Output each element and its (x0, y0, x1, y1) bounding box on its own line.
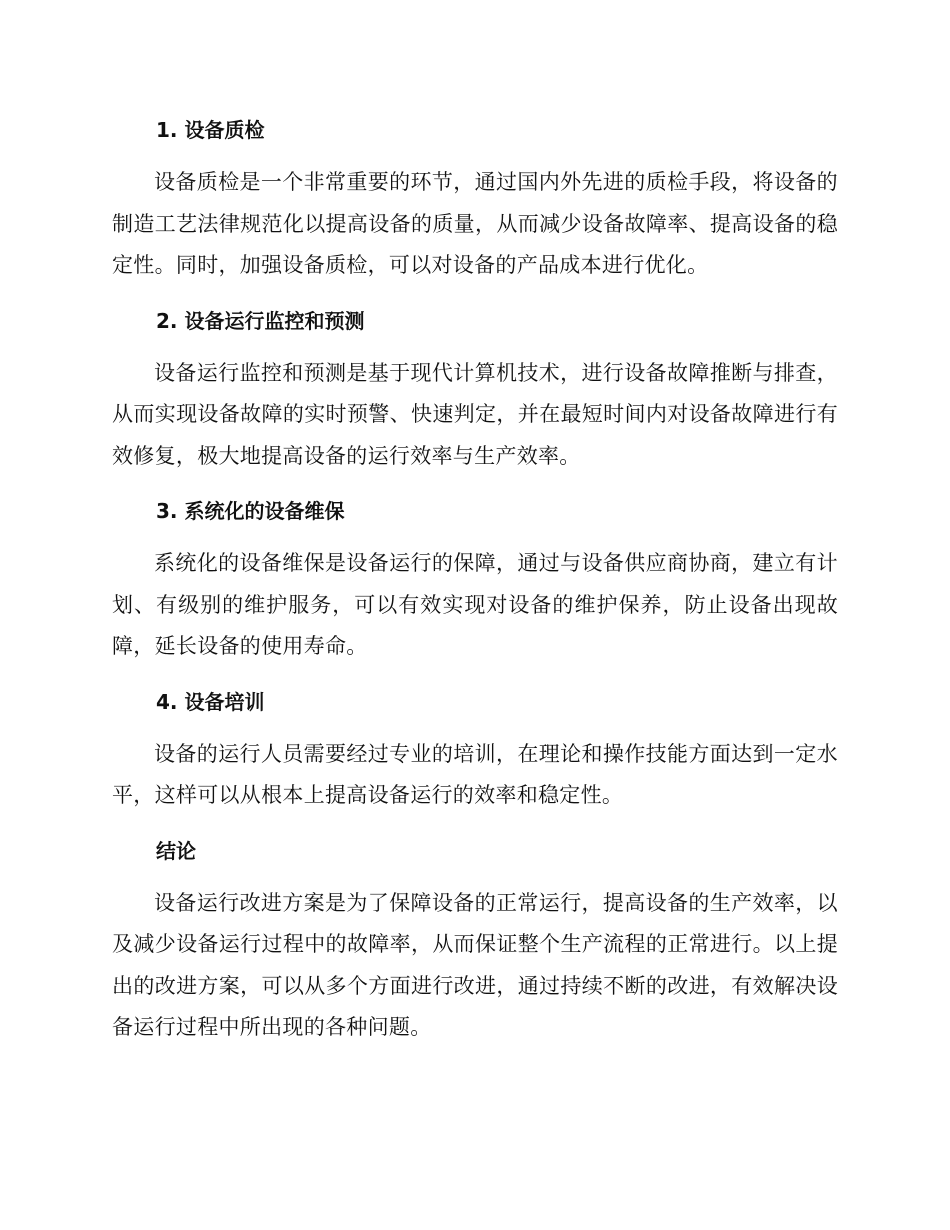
section-paragraph-equipment-training: 设备的运行人员需要经过专业的培训，在理论和操作技能方面达到一定水平，这样可以从根本上提高设备运行的效率和稳定性。 (112, 741, 838, 807)
section-heading-systematic-maintenance: 3. 系统化的设备维保 (156, 499, 345, 523)
section-heading-conclusion: 结论 (156, 838, 196, 863)
section-paragraph-systematic-maintenance: 系统化的设备维保是设备运行的保障，通过与设备供应商协商，建立有计划、有级别的维护服务，可以有效实现对设备的维护保养，防止设备出现故障，延长设备的使用寿命。 (112, 551, 838, 658)
section-heading-equipment-inspection: 1. 设备质检 (156, 118, 265, 142)
section-paragraph-monitoring-prediction: 设备运行监控和预测是基于现代计算机技术，进行设备故障推断与排查，从而实现设备故障的实时预警、快速判定，并在最短时间内对设备故障进行有效修复，极大地提高设备的运行效率与生产效率。 (112, 360, 838, 468)
section-paragraph-conclusion: 设备运行改进方案是为了保障设备的正常运行，提高设备的生产效率，以及减少设备运行过程中的故障率，从而保证整个生产流程的正常进行。以上提出的改进方案，可以从多个方面进行改进，通过持续不断的改进，有效解决设备运行过程中所出现的各种问题。 (112, 890, 838, 1039)
section-heading-equipment-training: 4. 设备培训 (156, 689, 265, 714)
section-paragraph-equipment-inspection: 设备质检是一个非常重要的环节，通过国内外先进的质检手段，将设备的制造工艺法律规范化以提高设备的质量，从而减少设备故障率、提高设备的稳定性。同时，加强设备质检，可以对设备的产品成本进行优化。 (112, 170, 838, 277)
section-heading-monitoring-prediction: 2. 设备运行监控和预测 (156, 308, 365, 333)
